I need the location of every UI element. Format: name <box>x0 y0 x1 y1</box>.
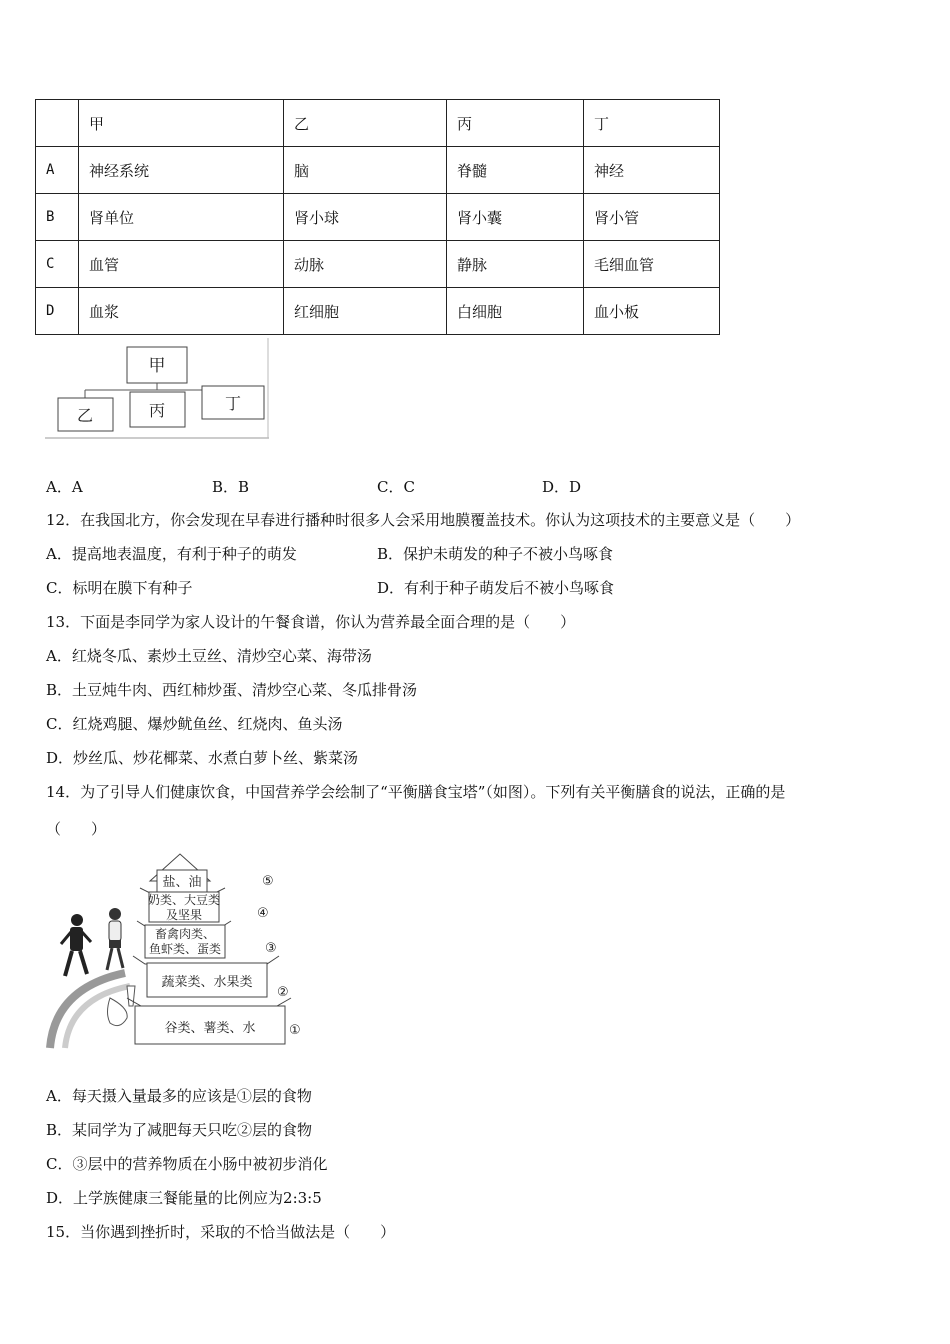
q14-stem: 14．为了引导人们健康饮食，中国营养学会绘制了“平衡膳食宝塔”（如图）。下列有关平衡膳食的说法，正确的是 <box>46 783 786 801</box>
q11-option-a: A．A <box>46 478 83 496</box>
q14-option-b: B．某同学为了减肥每天只吃②层的食物 <box>46 1121 313 1139</box>
food-pyramid-figure <box>45 848 310 1053</box>
table-cell: D <box>36 288 79 335</box>
svg-text:⑤: ⑤ <box>262 874 274 889</box>
svg-text:④: ④ <box>257 906 269 921</box>
q14-option-d: D．上学族健康三餐能量的比例应为2:3:5 <box>46 1189 322 1207</box>
table-cell: 肾小囊 <box>447 194 584 241</box>
table-cell: 毛细血管 <box>584 241 720 288</box>
label-yi: 乙 <box>76 406 94 425</box>
q11-option-b: B．B <box>212 478 250 496</box>
svg-text:畜禽肉类、: 畜禽肉类、 <box>154 927 216 941</box>
pyramid-layer-5 <box>150 854 274 892</box>
table-cell: 血浆 <box>79 288 284 335</box>
svg-text:蔬菜类、水果类: 蔬菜类、水果类 <box>161 975 253 990</box>
table-cell: B <box>36 194 79 241</box>
table-cell: 脑 <box>284 147 447 194</box>
q12-stem: 12．在我国北方，你会发现在早春进行播种时很多人会采用地膜覆盖技术。你认为这项技术的主要意义是（ ） <box>46 511 801 529</box>
table-row <box>36 288 720 335</box>
table-header-cell <box>36 100 79 147</box>
classification-table <box>35 99 720 335</box>
table-cell: 红细胞 <box>284 288 447 335</box>
svg-text:③: ③ <box>265 941 277 956</box>
q11-option-c: C．C <box>377 478 415 496</box>
q14-option-a: A．每天摄入量最多的应该是①层的食物 <box>46 1087 312 1105</box>
q12-option-a: A．提高地表温度，有利于种子的萌发 <box>46 545 297 563</box>
q13-option-d: D．炒丝瓜、炒花椰菜、水煮白萝卜丝、紫菜汤 <box>46 749 359 767</box>
label-jia: 甲 <box>148 356 166 376</box>
table-cell: 肾小球 <box>284 194 447 241</box>
table-cell: 白细胞 <box>447 288 584 335</box>
svg-text:谷类、薯类、水: 谷类、薯类、水 <box>164 1021 256 1036</box>
q13-option-a: A．红烧冬瓜、素炒土豆丝、清炒空心菜、海带汤 <box>46 647 372 665</box>
table-cell: 肾单位 <box>79 194 284 241</box>
svg-text:鱼虾类、蛋类: 鱼虾类、蛋类 <box>148 942 222 956</box>
table-cell: 肾小管 <box>584 194 720 241</box>
table-header-cell: 甲 <box>79 100 284 147</box>
q11-option-d: D．D <box>542 478 582 496</box>
table-header-cell: 乙 <box>284 100 447 147</box>
svg-text:奶类、大豆类: 奶类、大豆类 <box>147 893 221 907</box>
hierarchy-diagram <box>45 338 269 439</box>
svg-text:②: ② <box>277 985 289 1000</box>
table-header-row <box>36 100 720 147</box>
q14-stem-cont: （ ） <box>46 820 107 838</box>
pyramid-layer-2 <box>133 956 289 1000</box>
table-cell: 动脉 <box>284 241 447 288</box>
runner-figure <box>61 914 91 976</box>
svg-text:及坚果: 及坚果 <box>165 908 203 922</box>
q13-option-b: B．土豆炖牛肉、西红柿炒蛋、清炒空心菜、冬瓜排骨汤 <box>46 681 418 699</box>
svg-text:①: ① <box>289 1023 301 1038</box>
q15-stem: 15．当你遇到挫折时，采取的不恰当做法是（ ） <box>46 1223 396 1241</box>
q12-option-c: C．标明在膜下有种子 <box>46 579 193 597</box>
q12-option-d: D．有利于种子萌发后不被小鸟啄食 <box>377 579 615 597</box>
svg-text:盐、油: 盐、油 <box>162 875 202 890</box>
table-cell: 血小板 <box>584 288 720 335</box>
table-cell: 神经系统 <box>79 147 284 194</box>
table-cell: A <box>36 147 79 194</box>
q13-stem: 13．下面是李同学为家人设计的午餐食谱，你认为营养最全面合理的是（ ） <box>46 613 576 631</box>
pyramid-layer-1 <box>127 998 301 1044</box>
label-bing: 丙 <box>148 401 166 420</box>
table-header-cell: 丙 <box>447 100 584 147</box>
q14-option-c: C．③层中的营养物质在小肠中被初步消化 <box>46 1155 328 1173</box>
label-ding: 丁 <box>224 394 242 413</box>
runner-figure <box>107 908 123 970</box>
table-cell: 神经 <box>584 147 720 194</box>
table-row <box>36 147 720 194</box>
table-cell: 血管 <box>79 241 284 288</box>
table-cell: 静脉 <box>447 241 584 288</box>
table-header-cell: 丁 <box>584 100 720 147</box>
table-cell: C <box>36 241 79 288</box>
table-row <box>36 241 720 288</box>
table-cell: 脊髓 <box>447 147 584 194</box>
q12-option-b: B．保护未萌发的种子不被小鸟啄食 <box>377 545 614 563</box>
q13-option-c: C．红烧鸡腿、爆炒鱿鱼丝、红烧肉、鱼头汤 <box>46 715 343 733</box>
table-row <box>36 194 720 241</box>
